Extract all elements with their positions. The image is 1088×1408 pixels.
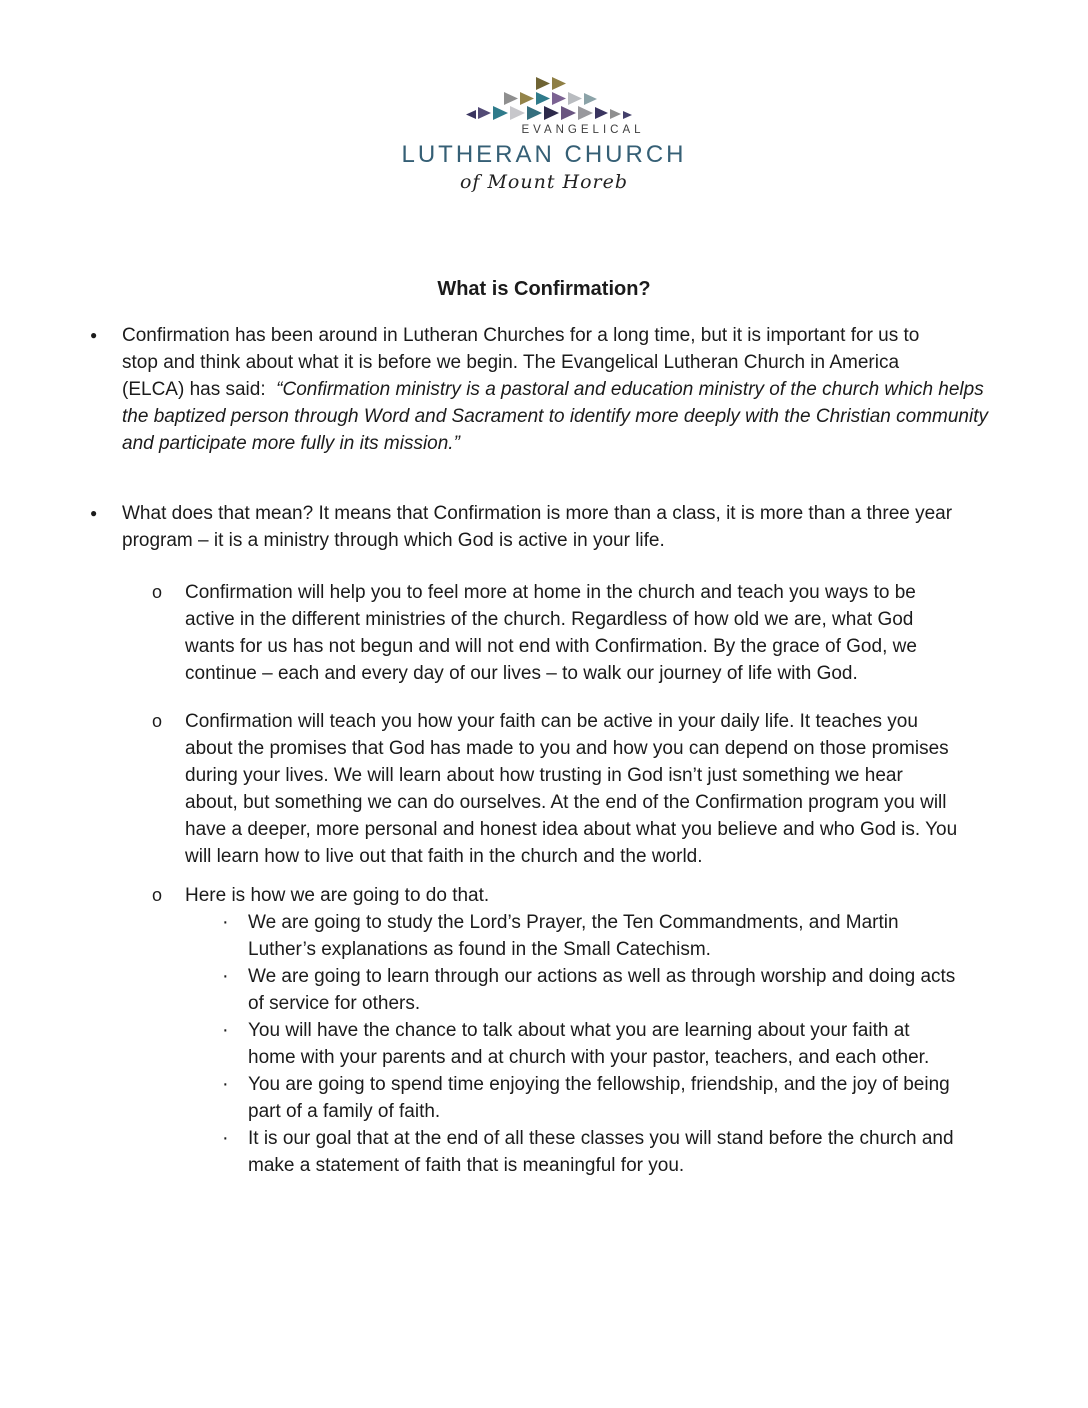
nested-bullet-talk xyxy=(222,1017,1088,1071)
subbullet-how-lead xyxy=(152,882,1088,909)
subbullet-marker: o xyxy=(152,885,163,905)
intro-plain-text: Confirmation has been around in Lutheran Churches for a long time, but it is important for us to stop and think about what it is before we begin. The Evangelical Lutheran Church in America (ELCA) has said: xyxy=(122,325,920,400)
nested-bullet-marker: · xyxy=(222,1073,229,1095)
nested-bullet-statement xyxy=(222,1125,1088,1179)
logo-mosaic-wrap xyxy=(8,74,1088,122)
nested-bullet-fellowship xyxy=(222,1071,1088,1125)
nested-bullet-actions xyxy=(222,963,1088,1017)
nested-bullet-marker: · xyxy=(222,1127,229,1149)
subbullet-text: Here is how we are going to do that. xyxy=(185,885,490,906)
elca-quote-text: “Confirmation ministry is a pastoral and education ministry of the church which helps the baptized person through Word and Sacrament to identify more deeply with the Christian community and participate more fully in its mission.” xyxy=(122,379,989,454)
subbullet-text: Confirmation will help you to feel more at home in the church and teach you ways to be active in the different ministries of the church. Regardless of how old we are, what God wants for us has not begun and will not end with Confirmation. By the grace of God, we continue – each and every day of our lives – to walk our journey of life with God. xyxy=(185,582,917,684)
nested-bullet-text: You will have the chance to talk about what you are learning about your faith at home with your parents and at church with your pastor, teachers, and each other. xyxy=(248,1020,930,1068)
document-body xyxy=(0,322,1088,1179)
nested-bullet-text: We are going to learn through our actions as well as through worship and doing acts of service for others. xyxy=(248,966,956,1014)
bullet-meaning xyxy=(90,500,1088,554)
bullet-intro xyxy=(90,322,1088,457)
bullet-text xyxy=(122,322,1067,457)
page-title: What is Confirmation? xyxy=(437,278,651,300)
nested-bullet-marker: · xyxy=(222,1019,229,1041)
bullet-marker: ● xyxy=(90,506,98,520)
nested-bullet-text: You are going to spend time enjoying the fellowship, friendship, and the joy of being part of a family of faith. xyxy=(248,1074,950,1122)
nested-bullet-study xyxy=(222,909,1088,963)
subbullet-text: Confirmation will teach you how your faith can be active in your daily life. It teaches you about the promises that God has made to you and how you can depend on those promises during your lives. We will learn about how trusting in God isn’t just something we hear about, but something we can do ourselves. At the end of the Confirmation program you will have a deeper, more personal and honest idea about what you believe and who God is. You will learn how to live out that faith in the church and the world. xyxy=(185,711,958,867)
subbullet-faith-active xyxy=(152,708,1088,870)
church-logo xyxy=(0,74,1088,193)
bullet-marker: ● xyxy=(90,328,98,342)
subbullet-feel-at-home xyxy=(152,579,1088,687)
nested-bullet-marker: · xyxy=(222,965,229,987)
nested-bullet-text: We are going to study the Lord’s Prayer, the Ten Commandments, and Martin Luther’s explanations as found in the Small Catechism. xyxy=(248,912,899,960)
nested-bullet-marker: · xyxy=(222,911,229,933)
bullet-text: What does that mean? It means that Confirmation is more than a class, it is more than a three year program – it is a ministry through which God is active in your life. xyxy=(122,503,953,551)
mountain-mosaic-icon xyxy=(466,74,638,122)
subbullet-marker: o xyxy=(152,711,163,731)
logo-evangelical-text: EVANGELICAL xyxy=(521,124,645,136)
logo-church-name: LUTHERAN CHURCH xyxy=(401,141,687,168)
logo-tagline: of Mount Horeb xyxy=(459,171,629,193)
subbullet-marker: o xyxy=(152,582,163,602)
nested-bullet-text: It is our goal that at the end of all these classes you will stand before the church and make a statement of faith that is meaningful for you. xyxy=(248,1128,954,1176)
